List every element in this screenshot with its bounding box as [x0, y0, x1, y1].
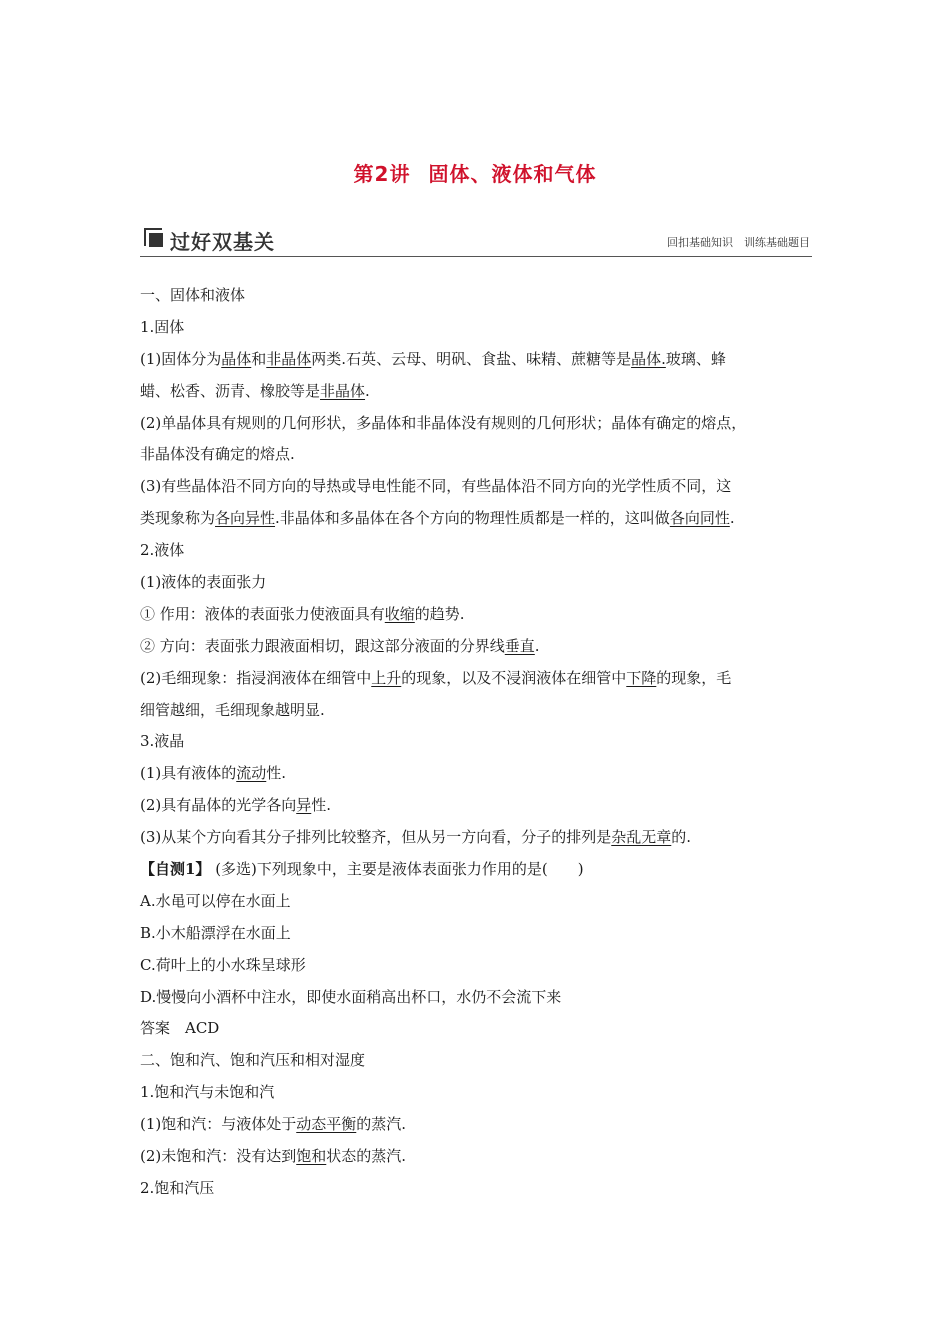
text-span: D.慢慢向小酒杯中注水，即使水面稍高出杯口，水仍不会流下来 [140, 987, 562, 1006]
text-line [140, 758, 820, 790]
text-span: 答案 ACD [140, 1019, 220, 1038]
underlined-answer: 晶体. [631, 349, 666, 368]
text-line [140, 599, 820, 631]
text-line [140, 1141, 820, 1173]
underlined-answer: 上升 [371, 668, 402, 687]
text-line [140, 886, 820, 918]
text-span: B.小木船漂浮在水面上 [140, 923, 291, 942]
text-line [140, 822, 820, 854]
underlined-answer: 各向同性 [669, 509, 730, 528]
text-span: 玻璃、蜂 [665, 349, 726, 368]
text-line [140, 312, 820, 344]
text-span: ② 方向：表面张力跟液面相切，跟这部分液面的分界线 [140, 636, 505, 655]
underlined-answer: 饱和 [296, 1147, 327, 1166]
text-line [140, 503, 820, 535]
text-span: (2)单晶体具有规则的几何形状，多晶体和非晶体没有规则的几何形状；晶体有确定的熔点， [140, 413, 747, 432]
text-span: (2)未饱和汽：没有达到 [140, 1147, 297, 1166]
text-span: 的. [671, 828, 692, 847]
section-banner-title: 过好双基关 [170, 230, 275, 254]
text-span: (3)从某个方向看其分子排列比较整齐，但从另一方向看，分子的排列是 [140, 828, 612, 847]
text-span: (3)有些晶体沿不同方向的导热或导电性能不同，有些晶体沿不同方向的光学性质不同，这 [140, 477, 732, 496]
text-span: 状态的蒸汽. [326, 1147, 407, 1166]
text-line [140, 1173, 820, 1205]
page-title [0, 158, 950, 187]
text-span: 一、固体和液体 [140, 286, 246, 304]
text-line [140, 344, 820, 376]
body-text [140, 280, 820, 1205]
text-span: (1)液体的表面张力 [140, 573, 267, 592]
text-span: . [729, 509, 735, 528]
lecture-number: 第2讲 [353, 162, 411, 186]
text-line [140, 982, 820, 1014]
text-line [140, 439, 820, 471]
text-line [140, 408, 820, 440]
text-line [140, 790, 820, 822]
text-span: 2.饱和汽压 [140, 1178, 215, 1197]
underlined-answer: 收缩 [384, 604, 415, 623]
text-span: 【自测1】 [140, 860, 211, 879]
lecture-topic: 固体、液体和气体 [428, 162, 597, 186]
text-line [140, 950, 820, 982]
text-span: 的蒸汽. [356, 1115, 407, 1134]
text-line [140, 631, 820, 663]
text-line [140, 854, 820, 886]
text-span: 1.固体 [140, 317, 185, 336]
text-line [140, 471, 820, 503]
underlined-answer: 异 [296, 796, 312, 815]
text-span: 3.液晶 [140, 732, 185, 751]
text-line [140, 663, 820, 695]
text-span: 的现象，毛 [656, 668, 732, 687]
text-line [140, 726, 820, 758]
text-span: 蜡、松香、沥青、橡胶等是 [140, 381, 321, 400]
underlined-answer: 各向异性 [215, 509, 276, 528]
text-span: ① 作用：液体的表面张力使液面具有 [140, 604, 385, 623]
text-line [140, 1045, 820, 1077]
text-span: C.荷叶上的小水珠呈球形 [140, 955, 306, 974]
section-banner-subtitle: 回扣基础知识 训练基础题目 [667, 236, 810, 249]
text-line [140, 1109, 820, 1141]
text-span: 性. [311, 796, 332, 815]
text-span: . [365, 381, 370, 400]
square-bullet-icon [144, 228, 164, 248]
text-span: 2.液体 [140, 541, 185, 560]
text-span: 的趋势. [414, 604, 465, 623]
text-span: 性. [266, 764, 287, 783]
text-span: A.水黾可以停在水面上 [140, 891, 291, 910]
text-span: 1.饱和汽与未饱和汽 [140, 1083, 275, 1102]
text-span: 类现象称为 [140, 509, 216, 528]
text-span: 细管越细，毛细现象越明显. [140, 700, 325, 719]
underlined-answer: 流动 [236, 764, 267, 783]
text-span: .非晶体和多晶体在各个方向的物理性质都是一样的，这叫做 [275, 509, 670, 528]
text-line [140, 535, 820, 567]
text-span: . [534, 636, 540, 655]
text-span: 二、饱和汽、饱和汽压和相对湿度 [140, 1051, 366, 1070]
underlined-answer: 非晶体 [266, 349, 312, 368]
underlined-answer: 非晶体 [320, 381, 366, 400]
text-span: 非晶体没有确定的熔点. [140, 445, 295, 464]
underlined-answer: 晶体 [221, 349, 252, 368]
text-span: (1)固体分为 [140, 349, 222, 368]
text-span: (2)具有晶体的光学各向 [140, 796, 297, 815]
text-line [140, 1013, 820, 1045]
underlined-answer: 下降 [626, 668, 657, 687]
text-span: (2)毛细现象：指浸润液体在细管中 [140, 668, 372, 687]
section-banner [140, 226, 812, 257]
underlined-answer: 动态平衡 [296, 1115, 357, 1134]
underlined-answer: 垂直 [504, 636, 535, 655]
text-line [140, 695, 820, 727]
underlined-answer: 杂乱无章 [611, 828, 672, 847]
text-line [140, 918, 820, 950]
text-span: (1)饱和汽：与液体处于 [140, 1115, 297, 1134]
text-span: 的现象，以及不浸润液体在细管中 [401, 668, 627, 687]
text-span: (多选)下列现象中，主要是液体表面张力作用的是( ) [210, 860, 584, 879]
text-line [140, 567, 820, 599]
text-span: 和 [251, 349, 267, 368]
text-line [140, 280, 820, 312]
text-line [140, 1077, 820, 1109]
text-line [140, 376, 820, 408]
text-span: 两类.石英、云母、明矾、食盐、味精、蔗糖等是 [311, 349, 632, 368]
text-span: (1)具有液体的 [140, 764, 237, 783]
